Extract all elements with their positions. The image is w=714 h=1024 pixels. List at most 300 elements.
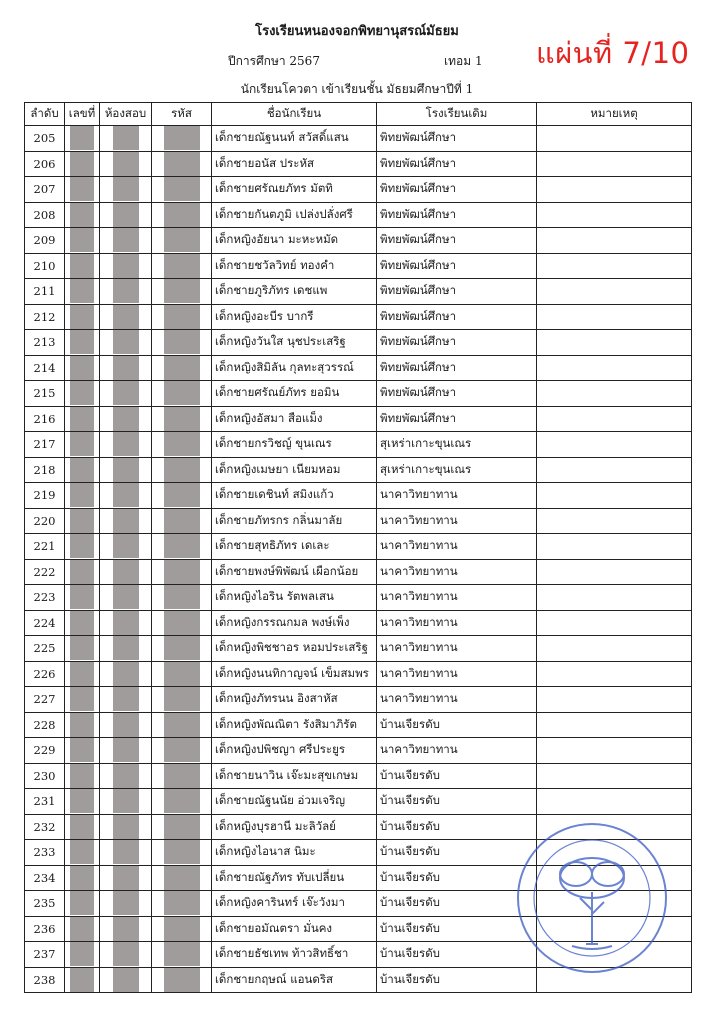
redacted-exam-room-cell — [100, 610, 152, 636]
redacted-exam-room-cell — [100, 916, 152, 942]
redaction-bar — [70, 815, 94, 839]
redacted-student-id-cell — [152, 381, 212, 407]
redaction-bar — [70, 662, 94, 686]
remarks-cell — [537, 279, 692, 305]
row-order-number: 234 — [25, 865, 65, 891]
redacted-number-cell — [65, 534, 100, 560]
redaction-bar — [164, 585, 200, 609]
redaction-bar — [113, 279, 139, 303]
redaction-bar — [70, 866, 94, 890]
student-name: เด็กชายณัฐภัทร ทับเปลี่ยน — [212, 865, 377, 891]
redaction-bar — [164, 458, 200, 482]
table-row — [25, 687, 692, 713]
table-row — [25, 126, 692, 152]
redaction-bar — [164, 866, 200, 890]
previous-school: บ้านเจียรดับ — [377, 763, 537, 789]
redaction-bar — [164, 254, 200, 278]
redacted-student-id-cell — [152, 585, 212, 611]
redacted-exam-room-cell — [100, 763, 152, 789]
redaction-bar — [164, 662, 200, 686]
student-name: เด็กชายธัชเทพ ท้าวสิทธิ์ชา — [212, 942, 377, 968]
remarks-cell — [537, 330, 692, 356]
redaction-bar — [70, 228, 94, 252]
student-name: เด็กชายชวัลวิทย์ ทองคำ — [212, 253, 377, 279]
table-row — [25, 432, 692, 458]
redacted-student-id-cell — [152, 738, 212, 764]
table-row — [25, 559, 692, 585]
redaction-bar — [164, 636, 200, 660]
previous-school: พิทยพัฒน์ศึกษา — [377, 228, 537, 254]
redacted-number-cell — [65, 381, 100, 407]
student-name: เด็กชายกันตภูมิ เปล่งปลั่งศรี — [212, 202, 377, 228]
redaction-bar — [70, 356, 94, 380]
table-row — [25, 763, 692, 789]
redacted-number-cell — [65, 738, 100, 764]
remarks-cell — [537, 304, 692, 330]
redacted-number-cell — [65, 942, 100, 968]
redacted-exam-room-cell — [100, 202, 152, 228]
redaction-bar — [164, 534, 200, 558]
previous-school: บ้านเจียรดับ — [377, 712, 537, 738]
table-row — [25, 610, 692, 636]
col-header-order: ลำดับ — [25, 103, 65, 126]
redaction-bar — [70, 560, 94, 584]
redacted-exam-room-cell — [100, 304, 152, 330]
redacted-student-id-cell — [152, 610, 212, 636]
redaction-bar — [113, 330, 139, 354]
redacted-number-cell — [65, 202, 100, 228]
redacted-student-id-cell — [152, 942, 212, 968]
redaction-bar — [70, 534, 94, 558]
school-seal-stamp — [512, 818, 672, 978]
redacted-exam-room-cell — [100, 789, 152, 815]
redaction-bar — [70, 891, 94, 915]
previous-school: บ้านเจียรดับ — [377, 865, 537, 891]
student-name: เด็กหญิงนนทิกาญจน์ เข็มสมพร — [212, 661, 377, 687]
redaction-bar — [113, 152, 139, 176]
redacted-exam-room-cell — [100, 942, 152, 968]
redacted-exam-room-cell — [100, 432, 152, 458]
redaction-bar — [164, 330, 200, 354]
redaction-bar — [164, 713, 200, 737]
redaction-bar — [113, 840, 139, 864]
remarks-cell — [537, 202, 692, 228]
table-row — [25, 330, 692, 356]
table-row — [25, 457, 692, 483]
table-row — [25, 381, 692, 407]
redaction-bar — [164, 764, 200, 788]
row-order-number: 205 — [25, 126, 65, 152]
previous-school: พิทยพัฒน์ศึกษา — [377, 381, 537, 407]
redaction-bar — [70, 509, 94, 533]
row-order-number: 237 — [25, 942, 65, 968]
redacted-exam-room-cell — [100, 636, 152, 662]
remarks-cell — [537, 585, 692, 611]
redacted-student-id-cell — [152, 636, 212, 662]
term-label: เทอม 1 — [444, 54, 483, 68]
previous-school: พิทยพัฒน์ศึกษา — [377, 177, 537, 203]
redacted-number-cell — [65, 177, 100, 203]
redacted-student-id-cell — [152, 789, 212, 815]
redaction-bar — [70, 458, 94, 482]
row-order-number: 206 — [25, 151, 65, 177]
redacted-exam-room-cell — [100, 355, 152, 381]
row-order-number: 210 — [25, 253, 65, 279]
remarks-cell — [537, 687, 692, 713]
redaction-bar — [70, 330, 94, 354]
row-order-number: 217 — [25, 432, 65, 458]
row-order-number: 220 — [25, 508, 65, 534]
redaction-bar — [70, 203, 94, 227]
redaction-bar — [164, 509, 200, 533]
student-name: เด็กชายศรัณย์ภัทร ยอมิน — [212, 381, 377, 407]
school-title: โรงเรียนหนองจอกพิทยานุสรณ์มัธยม — [255, 24, 459, 39]
redacted-number-cell — [65, 585, 100, 611]
redaction-bar — [164, 356, 200, 380]
row-order-number: 213 — [25, 330, 65, 356]
redacted-student-id-cell — [152, 814, 212, 840]
table-row — [25, 253, 692, 279]
redacted-student-id-cell — [152, 508, 212, 534]
redacted-number-cell — [65, 355, 100, 381]
redaction-bar — [113, 764, 139, 788]
student-name: เด็กหญิงเมษยา เนียมหอม — [212, 457, 377, 483]
redaction-bar — [70, 713, 94, 737]
table-row — [25, 483, 692, 509]
redacted-exam-room-cell — [100, 151, 152, 177]
redacted-exam-room-cell — [100, 712, 152, 738]
redacted-exam-room-cell — [100, 483, 152, 509]
redaction-bar — [164, 126, 200, 150]
previous-school: นาคาวิทยาทาน — [377, 483, 537, 509]
student-name: เด็กหญิงอัสมา สือแม็ง — [212, 406, 377, 432]
redaction-bar — [113, 789, 139, 813]
previous-school: พิทยพัฒน์ศึกษา — [377, 330, 537, 356]
remarks-cell — [537, 789, 692, 815]
table-row — [25, 508, 692, 534]
redacted-number-cell — [65, 126, 100, 152]
table-row — [25, 202, 692, 228]
redaction-bar — [113, 483, 139, 507]
redaction-bar — [113, 891, 139, 915]
student-name: เด็กหญิงปพิชญา ศรีประยูร — [212, 738, 377, 764]
previous-school: พิทยพัฒน์ศึกษา — [377, 151, 537, 177]
table-row — [25, 712, 692, 738]
redaction-bar — [164, 305, 200, 329]
previous-school: นาคาวิทยาทาน — [377, 687, 537, 713]
row-order-number: 236 — [25, 916, 65, 942]
redaction-bar — [113, 305, 139, 329]
remarks-cell — [537, 253, 692, 279]
col-header-number: เลขที่ — [65, 103, 100, 126]
row-order-number: 212 — [25, 304, 65, 330]
previous-school: นาคาวิทยาทาน — [377, 610, 537, 636]
redaction-bar — [113, 560, 139, 584]
row-order-number: 214 — [25, 355, 65, 381]
redacted-exam-room-cell — [100, 177, 152, 203]
previous-school: สุเหร่าเกาะขุนเณร — [377, 432, 537, 458]
redaction-bar — [113, 254, 139, 278]
remarks-cell — [537, 151, 692, 177]
remarks-cell — [537, 661, 692, 687]
redaction-bar — [113, 203, 139, 227]
redaction-bar — [164, 203, 200, 227]
row-order-number: 225 — [25, 636, 65, 662]
redacted-exam-room-cell — [100, 840, 152, 866]
redaction-bar — [164, 917, 200, 941]
redaction-bar — [113, 917, 139, 941]
remarks-cell — [537, 483, 692, 509]
student-name: เด็กหญิงภัทรนน อิงสาหัส — [212, 687, 377, 713]
redaction-bar — [70, 177, 94, 201]
student-name: เด็กชายณัฐนนัย อ่วมเจริญ — [212, 789, 377, 815]
redacted-number-cell — [65, 891, 100, 917]
redacted-number-cell — [65, 253, 100, 279]
redacted-number-cell — [65, 279, 100, 305]
redaction-bar — [70, 840, 94, 864]
col-header-previous-school: โรงเรียนเดิม — [377, 103, 537, 126]
sheet-number: แผ่นที่ 7/10 — [536, 36, 690, 70]
previous-school: พิทยพัฒน์ศึกษา — [377, 126, 537, 152]
redacted-student-id-cell — [152, 432, 212, 458]
remarks-cell — [537, 712, 692, 738]
row-order-number: 227 — [25, 687, 65, 713]
redacted-exam-room-cell — [100, 508, 152, 534]
redacted-student-id-cell — [152, 151, 212, 177]
previous-school: พิทยพัฒน์ศึกษา — [377, 202, 537, 228]
redaction-bar — [113, 687, 139, 711]
student-name: เด็กหญิงกรรณกมล พงษ์เพ็ง — [212, 610, 377, 636]
redacted-number-cell — [65, 304, 100, 330]
row-order-number: 215 — [25, 381, 65, 407]
remarks-cell — [537, 381, 692, 407]
redacted-number-cell — [65, 228, 100, 254]
redacted-student-id-cell — [152, 202, 212, 228]
student-name: เด็กชายอนัส ประหัส — [212, 151, 377, 177]
student-name: เด็กหญิงบุรฮานี มะลิวัลย์ — [212, 814, 377, 840]
redaction-bar — [164, 279, 200, 303]
redacted-student-id-cell — [152, 126, 212, 152]
table-row — [25, 636, 692, 662]
redacted-exam-room-cell — [100, 738, 152, 764]
redacted-exam-room-cell — [100, 253, 152, 279]
previous-school: นาคาวิทยาทาน — [377, 661, 537, 687]
remarks-cell — [537, 406, 692, 432]
redacted-student-id-cell — [152, 712, 212, 738]
redaction-bar — [113, 815, 139, 839]
redaction-bar — [164, 611, 200, 635]
student-name: เด็กหญิงคารินทร์ เจ๊ะวังมา — [212, 891, 377, 917]
student-name: เด็กชายกฤษณ์ แอนดริส — [212, 967, 377, 993]
redacted-number-cell — [65, 687, 100, 713]
student-name: เด็กชายพงษ์พิพัฒน์ เผือกน้อย — [212, 559, 377, 585]
previous-school: บ้านเจียรดับ — [377, 840, 537, 866]
redaction-bar — [70, 152, 94, 176]
redaction-bar — [164, 738, 200, 762]
previous-school: พิทยพัฒน์ศึกษา — [377, 355, 537, 381]
remarks-cell — [537, 636, 692, 662]
previous-school: บ้านเจียรดับ — [377, 967, 537, 993]
row-order-number: 226 — [25, 661, 65, 687]
redaction-bar — [164, 407, 200, 431]
redacted-number-cell — [65, 661, 100, 687]
previous-school: พิทยพัฒน์ศึกษา — [377, 279, 537, 305]
redacted-number-cell — [65, 483, 100, 509]
redacted-number-cell — [65, 916, 100, 942]
previous-school: นาคาวิทยาทาน — [377, 636, 537, 662]
redaction-bar — [164, 152, 200, 176]
redaction-bar — [70, 738, 94, 762]
redaction-bar — [164, 432, 200, 456]
redacted-number-cell — [65, 330, 100, 356]
redacted-number-cell — [65, 432, 100, 458]
redacted-number-cell — [65, 610, 100, 636]
redacted-student-id-cell — [152, 661, 212, 687]
redacted-exam-room-cell — [100, 585, 152, 611]
table-row — [25, 661, 692, 687]
redaction-bar — [70, 483, 94, 507]
col-header-student-id: รหัส — [152, 103, 212, 126]
redaction-bar — [70, 432, 94, 456]
redaction-bar — [164, 840, 200, 864]
table-row — [25, 355, 692, 381]
student-name: เด็กหญิงไอนาส นิมะ — [212, 840, 377, 866]
previous-school: บ้านเจียรดับ — [377, 814, 537, 840]
table-row — [25, 585, 692, 611]
row-order-number: 222 — [25, 559, 65, 585]
redaction-bar — [113, 407, 139, 431]
remarks-cell — [537, 126, 692, 152]
redacted-number-cell — [65, 840, 100, 866]
remarks-cell — [537, 432, 692, 458]
redaction-bar — [164, 687, 200, 711]
redaction-bar — [164, 942, 200, 966]
row-order-number: 209 — [25, 228, 65, 254]
redacted-student-id-cell — [152, 355, 212, 381]
previous-school: นาคาวิทยาทาน — [377, 585, 537, 611]
remarks-cell — [537, 534, 692, 560]
redaction-bar — [164, 815, 200, 839]
redacted-exam-room-cell — [100, 381, 152, 407]
redacted-exam-room-cell — [100, 457, 152, 483]
redacted-exam-room-cell — [100, 534, 152, 560]
redaction-bar — [113, 662, 139, 686]
row-order-number: 232 — [25, 814, 65, 840]
redaction-bar — [113, 177, 139, 201]
student-name: เด็กชายภูริภัทร เดชแพ — [212, 279, 377, 305]
redacted-student-id-cell — [152, 891, 212, 917]
redacted-student-id-cell — [152, 916, 212, 942]
redacted-student-id-cell — [152, 228, 212, 254]
redaction-bar — [70, 279, 94, 303]
redacted-number-cell — [65, 406, 100, 432]
redacted-student-id-cell — [152, 330, 212, 356]
previous-school: พิทยพัฒน์ศึกษา — [377, 406, 537, 432]
redacted-exam-room-cell — [100, 126, 152, 152]
student-name: เด็กชายกรวิชญ์ ขุนเณร — [212, 432, 377, 458]
redaction-bar — [113, 126, 139, 150]
redacted-student-id-cell — [152, 253, 212, 279]
list-subtitle: นักเรียนโควตา เข้าเรียนชั้น มัธยมศึกษาปีที่ 1 — [240, 82, 474, 96]
redaction-bar — [113, 228, 139, 252]
col-header-student-name: ชื่อนักเรียน — [212, 103, 377, 126]
redacted-exam-room-cell — [100, 228, 152, 254]
row-order-number: 219 — [25, 483, 65, 509]
redaction-bar — [70, 611, 94, 635]
redacted-student-id-cell — [152, 457, 212, 483]
redaction-bar — [70, 407, 94, 431]
table-row — [25, 279, 692, 305]
redacted-number-cell — [65, 151, 100, 177]
redaction-bar — [164, 560, 200, 584]
student-name: เด็กชายอมัณตรา มั่นคง — [212, 916, 377, 942]
row-order-number: 224 — [25, 610, 65, 636]
row-order-number: 211 — [25, 279, 65, 305]
redaction-bar — [164, 891, 200, 915]
remarks-cell — [537, 610, 692, 636]
redaction-bar — [164, 789, 200, 813]
previous-school: บ้านเจียรดับ — [377, 891, 537, 917]
redacted-number-cell — [65, 457, 100, 483]
remarks-cell — [537, 355, 692, 381]
redaction-bar — [70, 687, 94, 711]
previous-school: สุเหร่าเกาะขุนเณร — [377, 457, 537, 483]
row-order-number: 235 — [25, 891, 65, 917]
redaction-bar — [70, 917, 94, 941]
col-header-remarks: หมายเหตุ — [537, 103, 692, 126]
redacted-exam-room-cell — [100, 865, 152, 891]
row-order-number: 233 — [25, 840, 65, 866]
redacted-student-id-cell — [152, 687, 212, 713]
previous-school: บ้านเจียรดับ — [377, 942, 537, 968]
redacted-exam-room-cell — [100, 687, 152, 713]
redacted-number-cell — [65, 636, 100, 662]
remarks-cell — [537, 457, 692, 483]
redaction-bar — [113, 738, 139, 762]
academic-year: ปีการศึกษา 2567 — [228, 54, 320, 68]
redaction-bar — [113, 381, 139, 405]
table-row — [25, 151, 692, 177]
student-name: เด็กหญิงวันใส นุชประเสริฐ — [212, 330, 377, 356]
redaction-bar — [164, 228, 200, 252]
student-name: เด็กชายภัทรกร กลิ่นมาลัย — [212, 508, 377, 534]
redaction-bar — [70, 381, 94, 405]
student-name: เด็กชายสุทธิภัทร เดเละ — [212, 534, 377, 560]
redaction-bar — [113, 585, 139, 609]
row-order-number: 223 — [25, 585, 65, 611]
redaction-bar — [70, 254, 94, 278]
redaction-bar — [113, 968, 139, 992]
redaction-bar — [164, 483, 200, 507]
row-order-number: 218 — [25, 457, 65, 483]
redacted-exam-room-cell — [100, 814, 152, 840]
redacted-student-id-cell — [152, 177, 212, 203]
redacted-student-id-cell — [152, 559, 212, 585]
row-order-number: 231 — [25, 789, 65, 815]
previous-school: บ้านเจียรดับ — [377, 789, 537, 815]
previous-school: พิทยพัฒน์ศึกษา — [377, 304, 537, 330]
student-name: เด็กหญิงสิมิลัน กุลทะสุวรรณ์ — [212, 355, 377, 381]
redaction-bar — [113, 356, 139, 380]
previous-school: บ้านเจียรดับ — [377, 916, 537, 942]
student-name: เด็กชายณัฐนนท์ สวัสดิ์แสน — [212, 126, 377, 152]
previous-school: พิทยพัฒน์ศึกษา — [377, 253, 537, 279]
redaction-bar — [70, 305, 94, 329]
previous-school: นาคาวิทยาทาน — [377, 738, 537, 764]
redacted-number-cell — [65, 559, 100, 585]
redaction-bar — [113, 866, 139, 890]
redaction-bar — [113, 611, 139, 635]
